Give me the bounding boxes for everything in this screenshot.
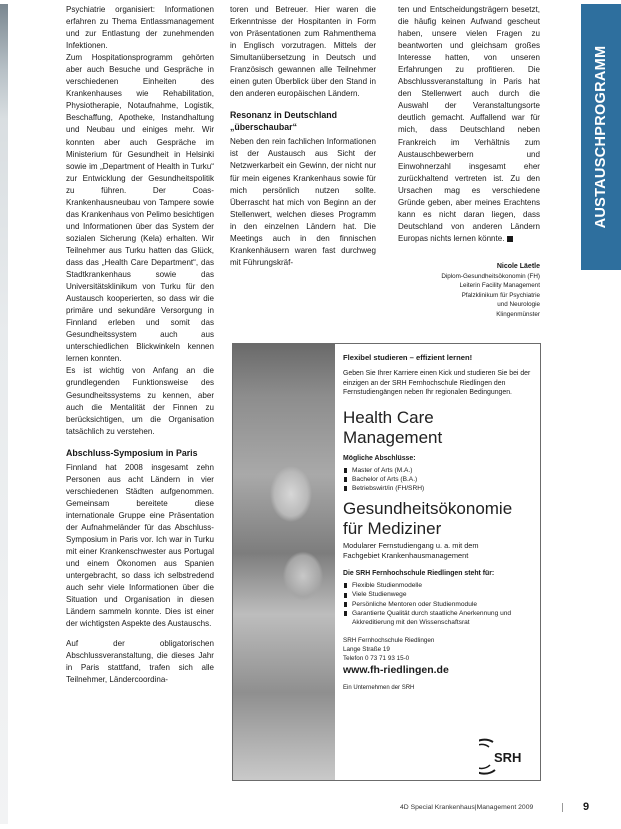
ad-support-line: Ein Unternehmen der SRH <box>343 684 415 691</box>
srh-logo-text: SRH <box>494 750 522 765</box>
section-tab-label: AUSTAUSCHPROGRAMM <box>593 45 609 229</box>
ad-heading-health-care <box>343 408 535 448</box>
ad-intro: Geben Sie Ihrer Karriere einen Kick und studieren Sie bei der einzigen an der SRH Fernhochschule Riedlingen den Fernstudiengängen neben Ihr regionalen Bedingungen. <box>343 370 531 396</box>
ad-heading-line: Health Care <box>343 407 434 427</box>
ad-degree-list <box>343 466 535 494</box>
article-column-3 <box>398 4 540 245</box>
ad-content <box>343 352 535 693</box>
author-location: Klingenmünster <box>496 310 540 318</box>
ad-heading-line: Gesundheitsökonomie <box>343 499 513 519</box>
ad-kicker: Flexibel studieren – effizient lernen! <box>343 353 473 362</box>
author-org-2: und Neurologie <box>497 301 540 309</box>
section-heading: Resonanz in Deutschland „überschaubar“ <box>230 110 338 133</box>
list-item: Flexible Studienmodelle <box>343 581 535 590</box>
paragraph: Psychiatrie organisiert: Informationen erfahren zu Thema Entlassmanagement und zur Entlastung der zunehmenden Infektionen. <box>66 5 214 51</box>
paragraph: toren und Betreuer. Hier waren die Erkenntnisse der Hospitanten in Form von Präsentationen zum Rahmenthema in Englisch vorzutragen. Mittels der Simultanübersetzung in Deutsch und Französisch gewannen alle Teilnehmer einen guten Überblick über den Stand in den anderen europäischen Ländern. <box>230 5 376 99</box>
ad-heading-line: Management <box>343 427 443 447</box>
author-role: Leiterin Facility Management <box>459 282 540 290</box>
paragraph: Auf der obligatorischen Abschlussveranstaltung, die dieses Jahr in Paris stattfand, trafen sich alle Teilnehmer, Ländercoordina- <box>66 639 214 685</box>
section-heading: Abschluss-Symposium in Paris <box>66 447 198 458</box>
page-number: 9 <box>583 801 590 813</box>
list-item: Viele Studienwege <box>343 590 535 599</box>
paragraph: Neben den rein fachlichen Informationen ist der Austausch aus Sicht der Netzwerkarbeit ein Gewinn, der nicht nur für mein eigenes Krankenhaus sowie für mich persönlich nutzen sollte. Überrascht hat mich von Beginn an der Stellenwert, welchen dieses Programm in den einzelnen Ländern hat. Die Meetings auch in den finnischen Krankenhäusern waren fast durchweg mit Führungskräf- <box>230 137 376 267</box>
article-column-2 <box>230 4 376 269</box>
ad-degrees-label: Mögliche Abschlüsse: <box>343 454 416 462</box>
paragraph-text: ten und Entscheidungsträgern besetzt, die häufig keinen Aufwand gescheut haben, unsere vielen Fragen zu beantworten und gleichsam großes Interesse hatten, von unseren Erfahrungen zu profitieren. Die Abschlussveranstaltung in Paris hat den Stellenwert auch durch die Auswahl der Veranstaltungsorte deutlich gemacht. Auffallend war für mich, dass Deutschland neben Frankreich im Verhältnis zum Austauschbewerbern und Einwohnerzahl insgesamt eher zurückhaltend vertreten ist. Zu den Ursachen mag es verschiedene Gründe geben, aber meines Erachtens kann es nicht daran liegen, dass Deutschland von anderen Ländern Europas nichts lernen könnte. <box>398 5 540 243</box>
author-org: Pfalzklinikum für Psychiatrie <box>461 291 540 299</box>
page-footer: 4D Special Krankenhaus|Management 2009 <box>400 804 534 811</box>
ad-contact-phone: Telefon 0 73 71 93 15-0 <box>343 654 410 662</box>
list-item: Bachelor of Arts (B.A.) <box>343 475 535 484</box>
author-name: Nicole Läetle <box>496 263 540 270</box>
ad-features-label: Die SRH Fernhochschule Riedlingen steht für: <box>343 570 495 578</box>
ad-contact-name: SRH Fernhochschule Riedlingen <box>343 637 435 645</box>
author-title: Diplom-Gesundheitsökonomin (FH) <box>441 272 540 280</box>
list-item: Persönliche Mentoren oder Studienmodule <box>343 600 535 609</box>
left-edge-photo <box>0 4 8 824</box>
author-signature <box>398 262 540 320</box>
ad-subline: Modularer Fernstudiengang u. a. mit dem <box>343 541 479 551</box>
paragraph: Finnland hat 2008 insgesamt zehn Personen aus acht Ländern in vier verschiedenen Städten aufgenommen. Gemeinsam bereitete diese internationale Gruppe eine Präsentation der Aufnahmeländer für das Abschluss-Symposium in Paris vor. Ich war in Turku mit einer Krankenschwester aus Portugal und einem Ökonomen aus Spanien untergebracht, so dass ich selbstredend auch sehr viele Informationen über die Situation und Organisation in diesen Ländern sammeln konnte. Dies ist einer der wichtigsten Aspekte des Austauschs. <box>66 462 214 629</box>
article-column-1 <box>66 4 214 687</box>
paragraph: Es ist wichtig von Anfang an die grundlegenden Funktionsweise des Gesundheitssystems zu kennen, aber auch die Mentalität der Finnen zu berücksichtigen, um die Organisation tatsächlich zu verstehen. <box>66 366 214 436</box>
end-of-article-mark <box>507 236 513 242</box>
footer-divider <box>562 803 563 812</box>
ad-contact-street: Lange Straße 19 <box>343 645 390 653</box>
ad-subline: Fachgebiet Krankenhausmanagement <box>343 551 469 561</box>
list-item: Master of Arts (M.A.) <box>343 466 535 475</box>
paragraph <box>398 4 540 245</box>
ad-heading-gesundheitsoekonomie <box>343 499 535 539</box>
ad-heading-line: für Mediziner <box>343 519 442 539</box>
section-tab <box>581 4 621 270</box>
ad-photo <box>233 344 335 780</box>
paragraph: Zum Hospitationsprogramm gehörten aber auch Besuche und Gespräche in verschiedenen Einheiten des Krankenhauses wie Rehabilitation, Physiotherapie, Notaufnahme, Logistik, Beschaffung, Apotheke, Instandhaltung und Neubau und einiges mehr. Wir konnten aber auch Gespräche im Ministerium für Gesundheit in Helsinki sowie im „Department of Health in Turku“ zur Entwicklung der Gesundheitspolitik zu führen. Der Coas-Krankenhausneubau von Tampere sowie das Krankenhaus von Pelimo besichtigen und Informationen über das System der sozialen Sicherung (Kela) erhalten. Wir Teilnehmer aus Turku hatten das Glück, dass das „Health Care Department“, das Stadtkrankenhaus sowie das Universitätsklinikum von Turku für den Austausch kooperierten, so dass wir die primäre und sekundäre Versorgung in Finnland erleben und somit das Gesundheitssystem auch aus unterschiedlichen Blickwinkeln kennen lernen konnten. <box>66 53 214 364</box>
ad-feature-list <box>343 581 535 627</box>
list-item: Garantierte Qualität durch staatliche Anerkennung und Akkreditierung mit den Wissenschaftsrat <box>343 609 535 627</box>
srh-logo <box>479 736 531 776</box>
ad-website-link[interactable]: www.fh-riedlingen.de <box>343 663 449 676</box>
list-item: Betriebswirt/in (FH/SRH) <box>343 484 535 493</box>
ad-contact <box>343 637 535 663</box>
advertisement <box>232 343 541 781</box>
